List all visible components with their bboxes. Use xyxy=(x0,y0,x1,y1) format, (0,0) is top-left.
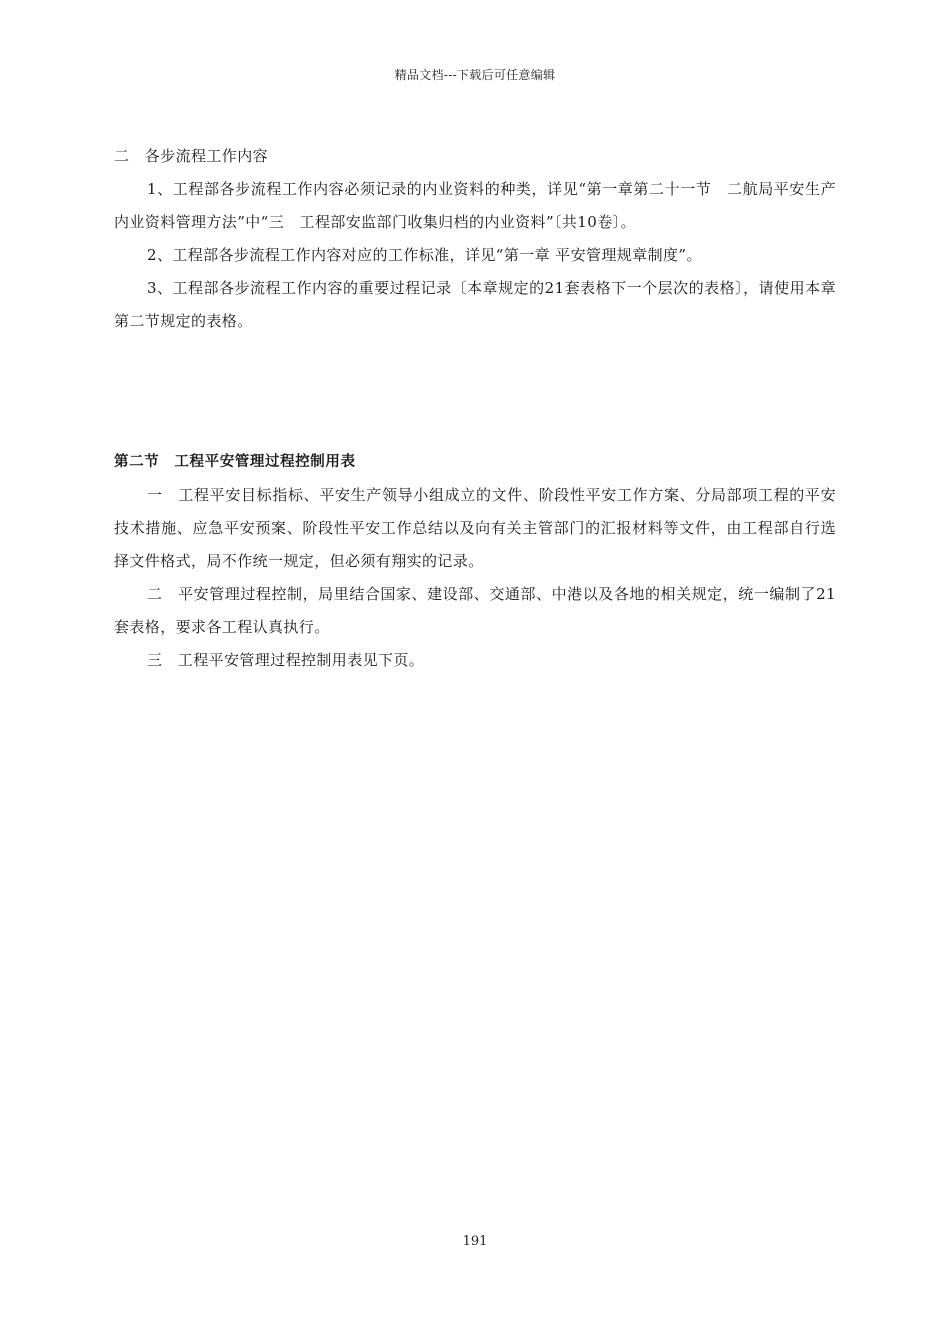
section-two-paragraph-2: 二 平安管理过程控制，局里结合国家、建设部、交通部、中港以及各地的相关规定，统一编制了21套表格，要求各工程认真执行。 xyxy=(114,585,836,636)
section-spacer xyxy=(114,338,836,446)
section-two-title: 第二节 工程平安管理过程控制用表 xyxy=(114,454,356,470)
section-two-paragraph-1: 一 工程平安目标指标、平安生产领导小组成立的文件、阶段性平安工作方案、分局部项工程的平安技术措施、应急平安预案、阶段性平安工作总结以及向有关主管部门的汇报材料等文件，由工程部自行选择文件格式，局不作统一规定，但必须有翔实的记录。 xyxy=(114,486,836,570)
part-two-heading: 二 各步流程工作内容 xyxy=(114,147,269,165)
section-two-paragraph-3: 三 工程平安管理过程控制用表见下页。 xyxy=(147,651,425,669)
part-two-paragraph-2: 2、工程部各步流程工作内容对应的工作标准，详见“第一章 平安管理规章制度”。 xyxy=(147,246,702,264)
part-two-paragraph-1: 1、工程部各步流程工作内容必须记录的内业资料的种类，详见“第一章第二十一节 二航局平安生产内业资料管理方法”中“三 工程部安监部门收集归档的内业资料”〔共10卷〕。 xyxy=(114,180,836,231)
page-content xyxy=(114,140,836,677)
part-two-paragraph-3: 3、工程部各步流程工作内容的重要过程记录〔本章规定的21套表格下一个层次的表格〕，请使用本章第二节规定的表格。 xyxy=(114,279,836,330)
page-header: 精品文档---下载后可任意编辑 xyxy=(394,68,556,82)
page-number: 191 xyxy=(462,1234,488,1249)
